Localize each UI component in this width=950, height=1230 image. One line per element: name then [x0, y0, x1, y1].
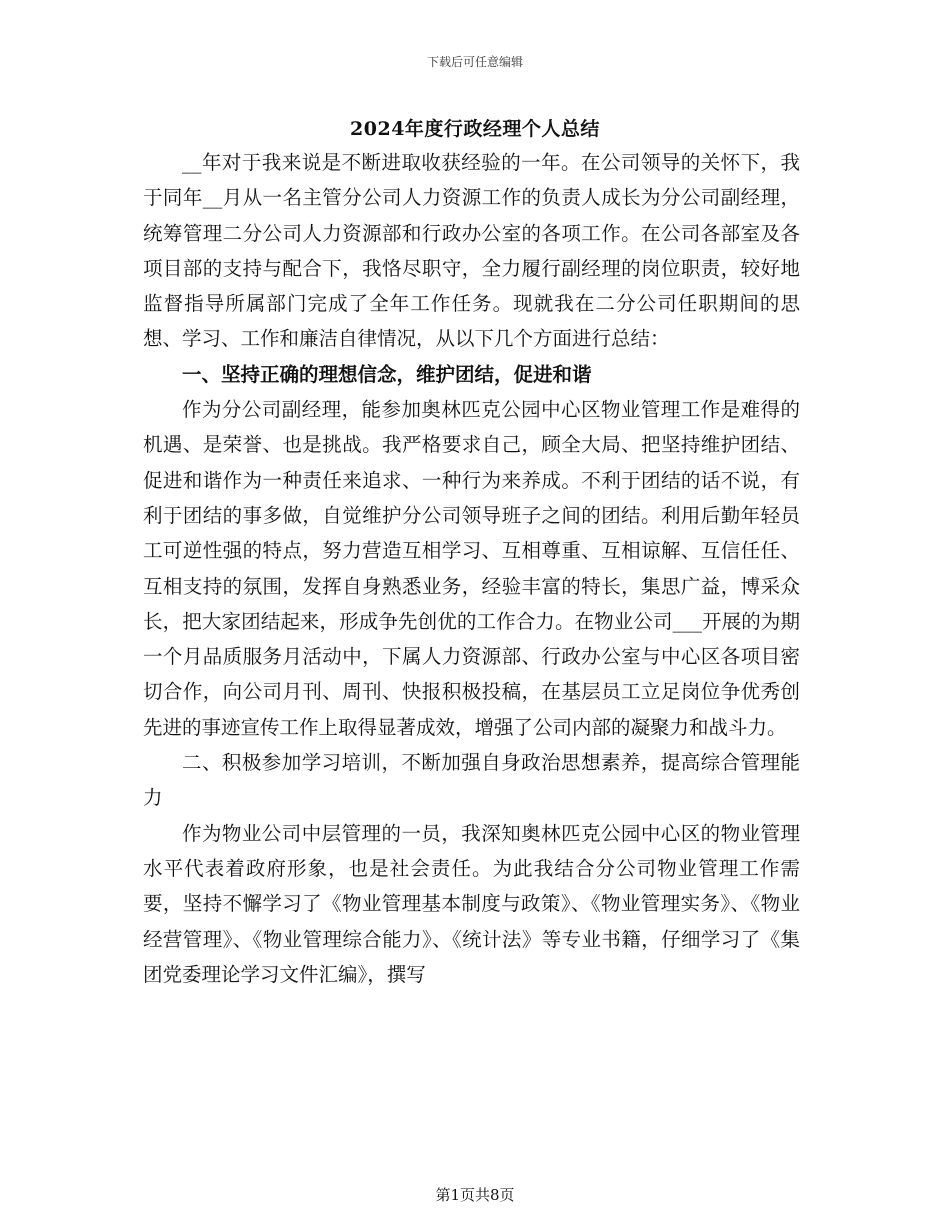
- document-title: 2024年度行政经理个人总结: [350, 118, 600, 140]
- header-note: 下载后可任意编辑: [426, 55, 523, 69]
- document-body: [143, 145, 800, 992]
- section-heading-2: 二、积极参加学习培训，不断加强自身政治思想素养，提高综合管理能力: [143, 751, 800, 810]
- paragraph-section-1: 作为分公司副经理，能参加奥林匹克公园中心区物业管理工作是难得的机遇、是荣誉、也是挑战。我严格要求自己，顾全大局、把坚持维护团结、促进和谐作为一种责任来追求、一种行为来养成。不利于团结的话不说，有利于团结的事多做，自觉维护分公司领导班子之间的团结。利用后勤年轻员工可逆性强的特点，努力营造互相学习、互相尊重、互相谅解、互信任任、互相支持的氛围，发挥自身熟悉业务，经验丰富的特长，集思广益，博采众长，把大家团结起来，形成争先创优的工作合力。在物业公司___开展的为期一个月品质服务月活动中，下属人力资源部、行政办公室与中心区各项目密切合作，向公司月刊、周刊、快报积极投稿，在基层员工立足岗位争优秀创先进的事迹宣传工作上取得显著成效，增强了公司内部的凝聚力和战斗力。: [143, 398, 800, 739]
- paragraph-intro: __年对于我来说是不断进取收获经验的一年。在公司领导的关怀下，我于同年__月从一名主管分公司人力资源工作的负责人成长为分公司副经理，统筹管理二分公司人力资源部和行政办公室的各项工作。在公司各部室及各项目部的支持与配合下，我恪尽职守，全力履行副经理的岗位职责，较好地监督指导所属部门完成了全年工作任务。现就我在二分公司任职期间的思想、学习、工作和廉洁自律情况，从以下几个方面进行总结：: [143, 151, 800, 351]
- page-number-footer: 第1页共8页: [435, 1186, 515, 1204]
- paragraph-section-2: 作为物业公司中层管理的一员，我深知奥林匹克公园中心区的物业管理水平代表着政府形象，也是社会责任。为此我结合分公司物业管理工作需要，坚持不懈学习了《物业管理基本制度与政策》、《物业管理实务》、《物业经营管理》、《物业管理综合能力》、《统计法》等专业书籍，仔细学习了《集团党委理论学习文件汇编》，撰写: [143, 821, 800, 986]
- section-heading-1: 一、坚持正确的理想信念，维护团结，促进和谐: [182, 362, 592, 386]
